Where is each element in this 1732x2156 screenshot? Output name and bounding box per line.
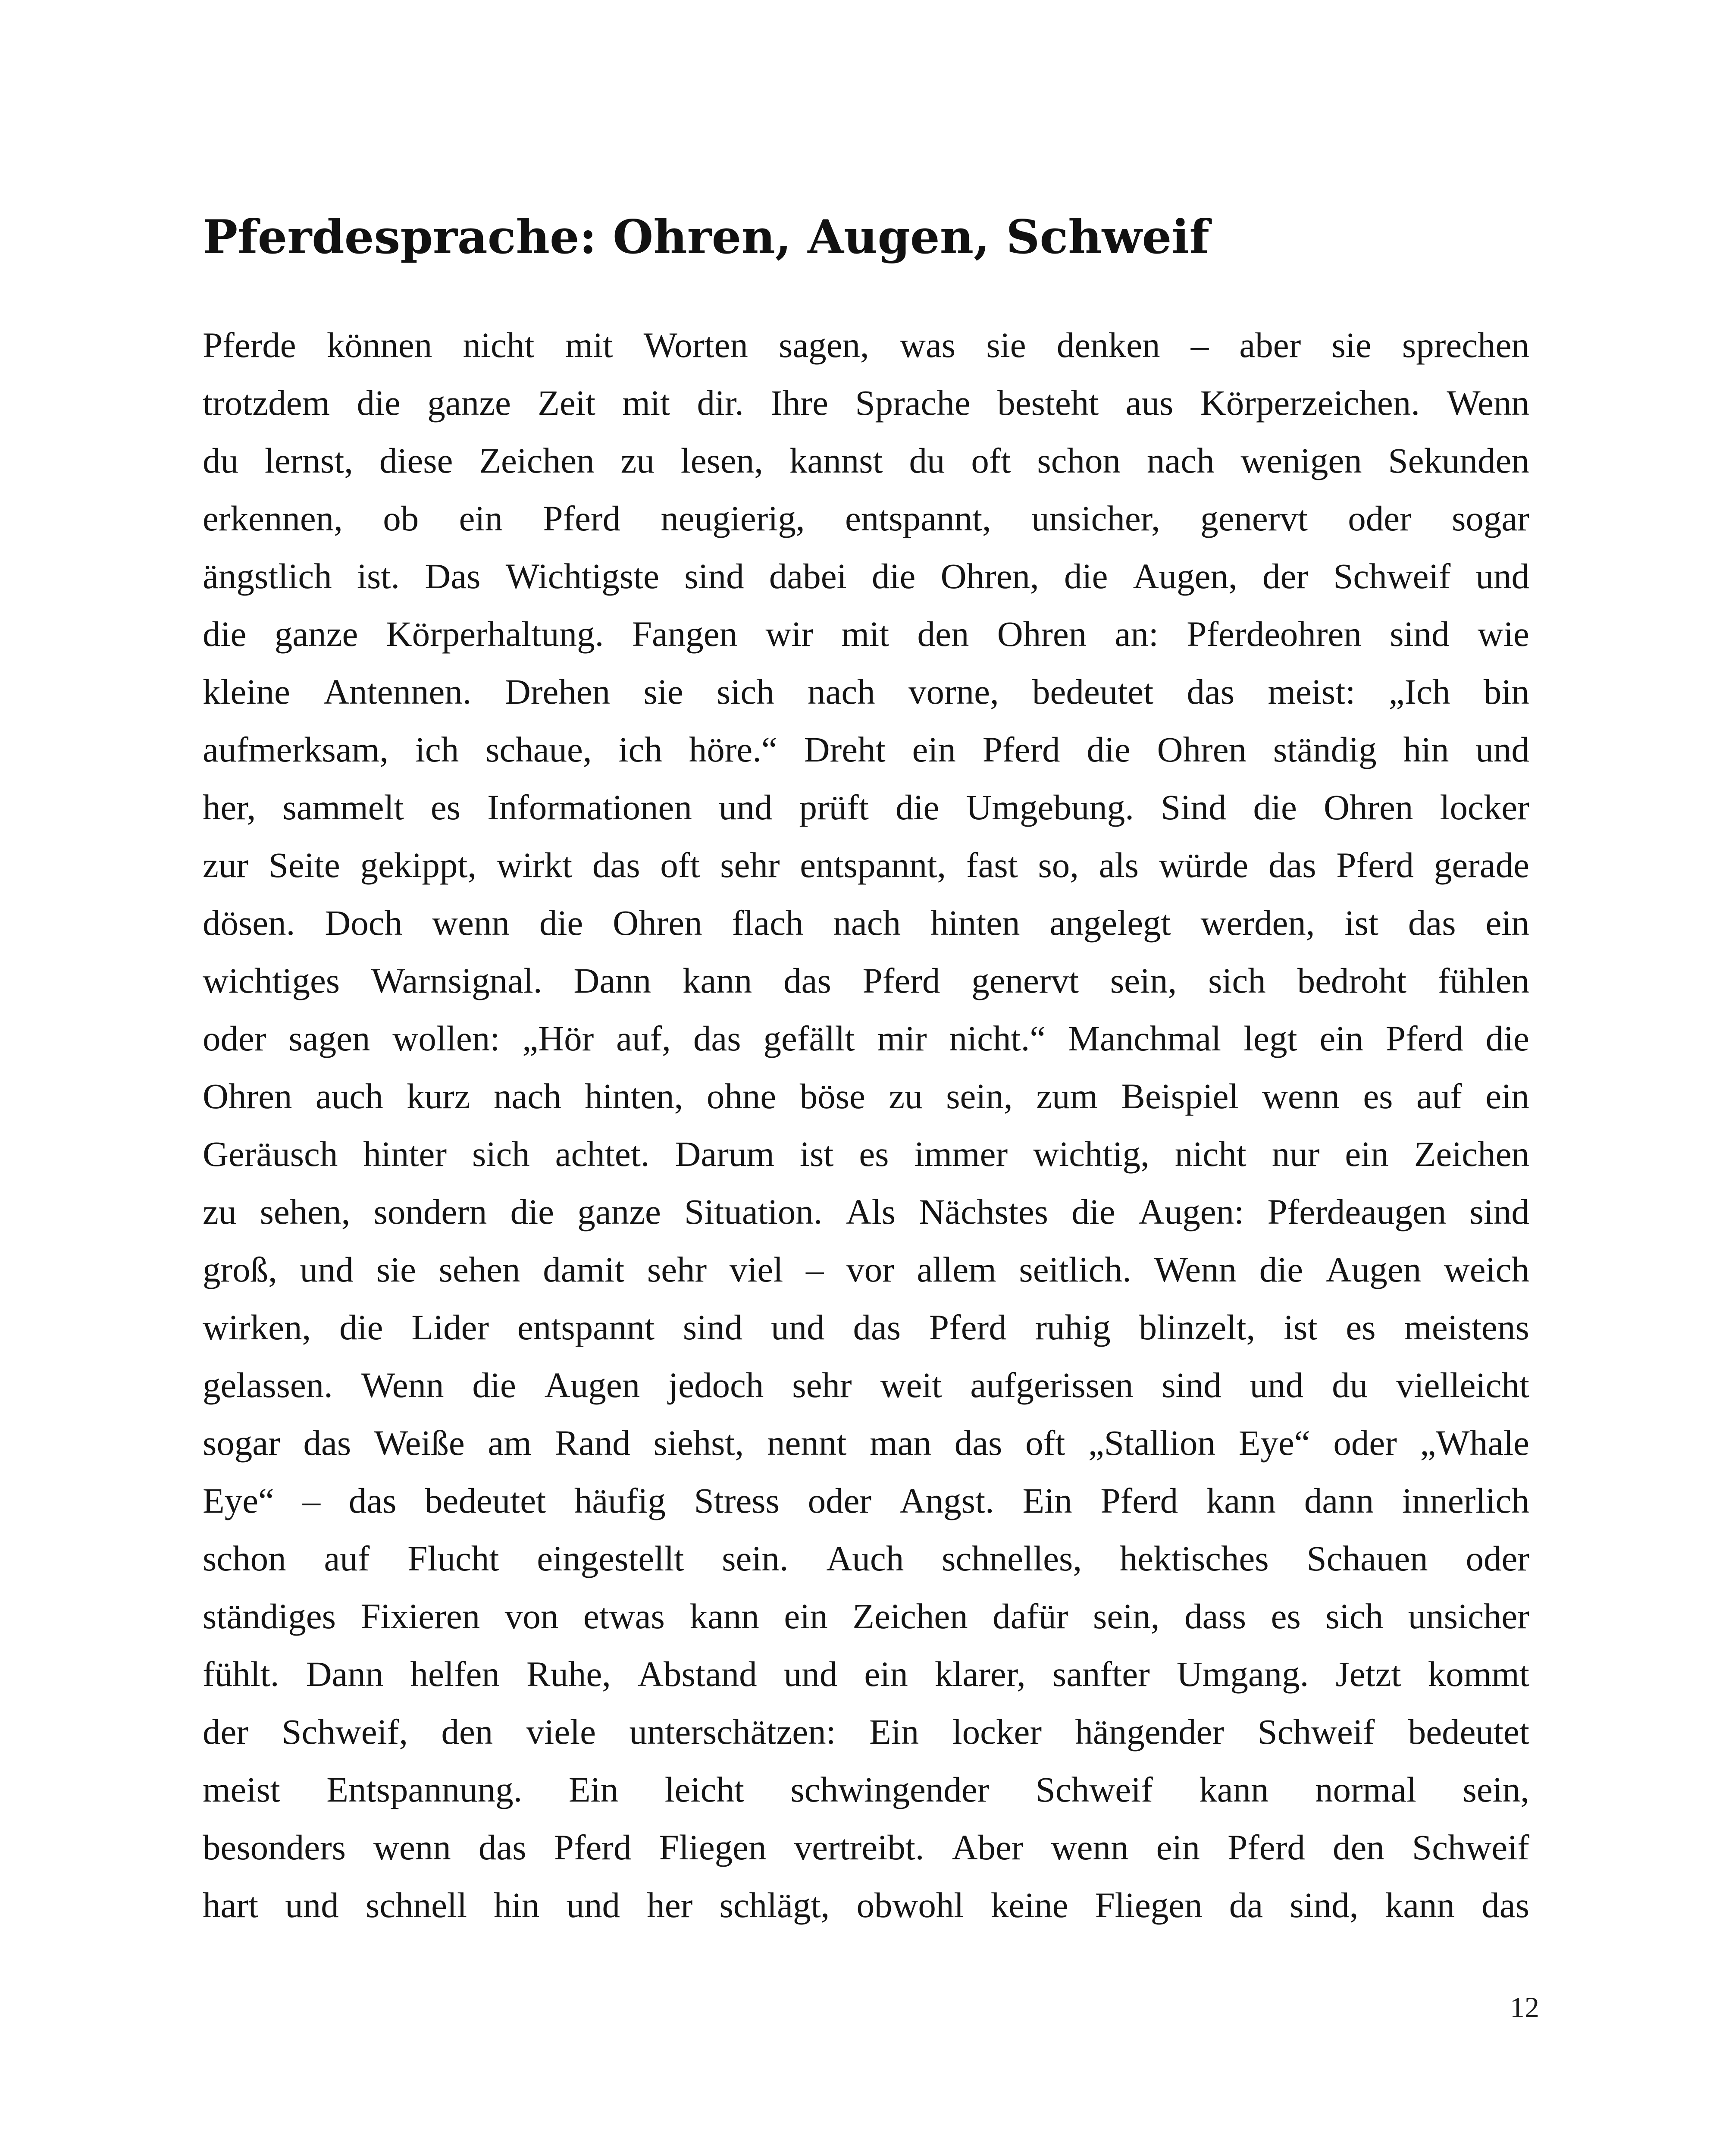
chapter-heading: Pferdesprache: Ohren, Augen, Schweif <box>203 210 1209 264</box>
text-line: ängstlich ist. Das Wichtigste sind dabei die Ohren, die Augen, der Schweif und <box>203 556 1529 596</box>
text-line: schon auf Flucht eingestellt sein. Auch schnelles, hektisches Schauen oder <box>203 1539 1529 1578</box>
text-line: wichtiges Warnsignal. Dann kann das Pferd genervt sein, sich bedroht fühlen <box>203 961 1529 1000</box>
text-line: kleine Antennen. Drehen sie sich nach vorne, bedeutet das meist: „Ich bin <box>203 672 1529 711</box>
text-line: aufmerksam, ich schaue, ich höre.“ Dreht ein Pferd die Ohren ständig hin und <box>203 730 1529 769</box>
page-number: 12 <box>1510 1991 1539 2024</box>
text-line: hart und schnell hin und her schlägt, obwohl keine Fliegen da sind, kann das <box>203 1885 1529 1925</box>
text-line: Pferde können nicht mit Worten sagen, was sie denken – aber sie sprechen <box>203 325 1529 365</box>
text-line: groß, und sie sehen damit sehr viel – vor allem seitlich. Wenn die Augen weich <box>203 1250 1529 1289</box>
text-line: meist Entspannung. Ein leicht schwingender Schweif kann normal sein, <box>203 1770 1529 1809</box>
text-line: besonders wenn das Pferd Fliegen vertreibt. Aber wenn ein Pferd den Schweif <box>203 1827 1529 1867</box>
text-line: du lernst, diese Zeichen zu lesen, kannst du oft schon nach wenigen Sekunden <box>203 441 1529 480</box>
text-line: trotzdem die ganze Zeit mit dir. Ihre Sprache besteht aus Körperzeichen. Wenn <box>203 383 1529 423</box>
text-line: der Schweif, den viele unterschätzen: Ein locker hängender Schweif bedeutet <box>203 1712 1529 1752</box>
text-line: zur Seite gekippt, wirkt das oft sehr entspannt, fast so, als würde das Pferd gerade <box>203 845 1529 885</box>
text-line: her, sammelt es Informationen und prüft die Umgebung. Sind die Ohren locker <box>203 787 1529 827</box>
text-line: oder sagen wollen: „Hör auf, das gefällt mir nicht.“ Manchmal legt ein Pferd die <box>203 1018 1529 1058</box>
body-paragraph <box>203 316 1529 1934</box>
text-line: fühlt. Dann helfen Ruhe, Abstand und ein klarer, sanfter Umgang. Jetzt kommt <box>203 1654 1529 1694</box>
text-line: sogar das Weiße am Rand siehst, nennt man das oft „Stallion Eye“ oder „Whale <box>203 1423 1529 1463</box>
text-line: Eye“ – das bedeutet häufig Stress oder Angst. Ein Pferd kann dann innerlich <box>203 1481 1529 1520</box>
text-line: wirken, die Lider entspannt sind und das Pferd ruhig blinzelt, ist es meistens <box>203 1307 1529 1347</box>
text-line: erkennen, ob ein Pferd neugierig, entspannt, unsicher, genervt oder sogar <box>203 498 1529 538</box>
text-line: dösen. Doch wenn die Ohren flach nach hinten angelegt werden, ist das ein <box>203 903 1529 943</box>
text-line: die ganze Körperhaltung. Fangen wir mit den Ohren an: Pferdeohren sind wie <box>203 614 1529 654</box>
text-line: ständiges Fixieren von etwas kann ein Zeichen dafür sein, dass es sich unsicher <box>203 1596 1529 1636</box>
text-line: zu sehen, sondern die ganze Situation. Als Nächstes die Augen: Pferdeaugen sind <box>203 1192 1529 1232</box>
text-line: Ohren auch kurz nach hinten, ohne böse zu sein, zum Beispiel wenn es auf ein <box>203 1076 1529 1116</box>
text-line: Geräusch hinter sich achtet. Darum ist es immer wichtig, nicht nur ein Zeichen <box>203 1134 1529 1174</box>
text-line: gelassen. Wenn die Augen jedoch sehr weit aufgerissen sind und du vielleicht <box>203 1365 1529 1405</box>
